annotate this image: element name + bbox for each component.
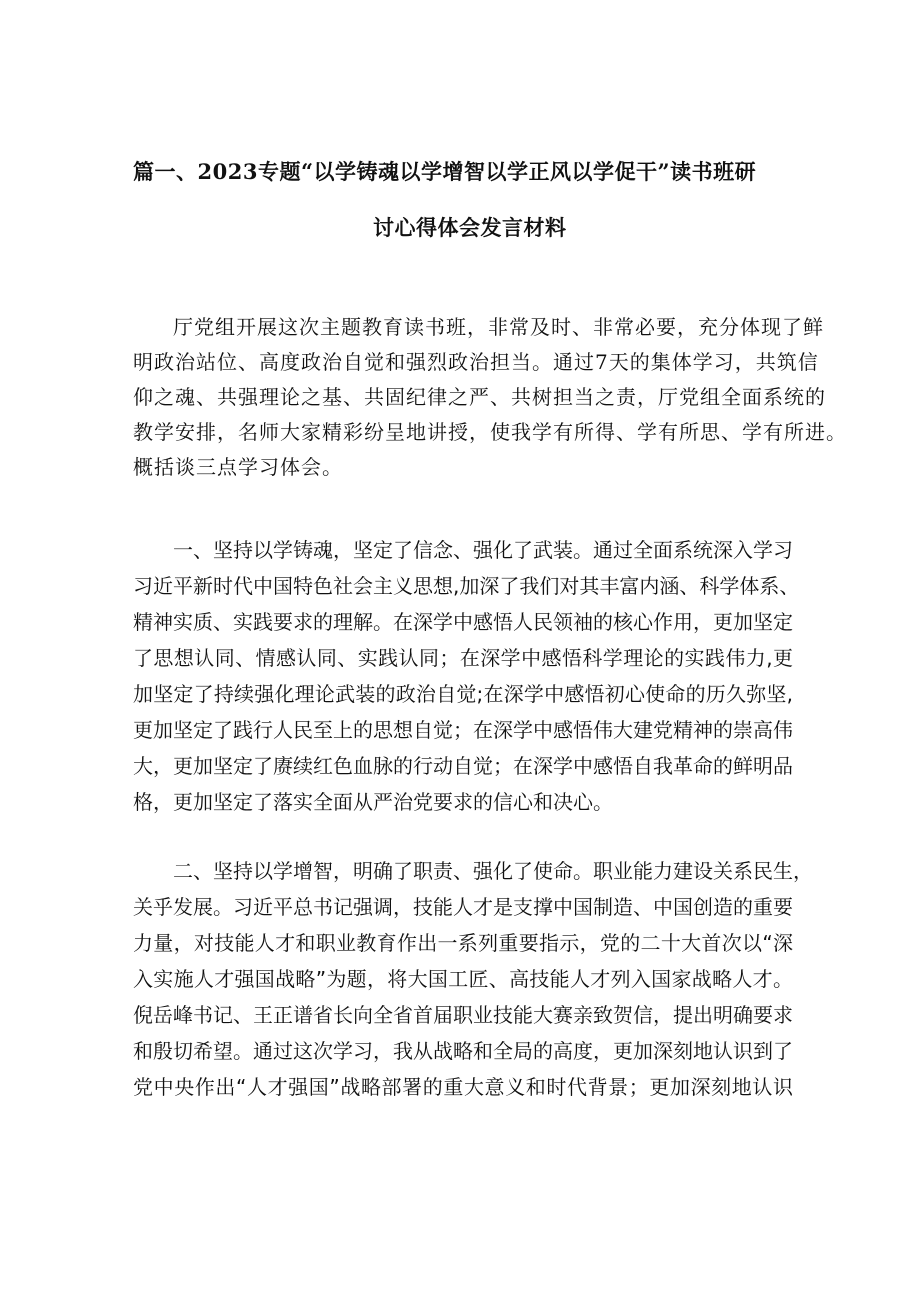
paragraph-line: 党中央作出“人才强国”战略部署的重大意义和时代背景；更加深刻地认识: [133, 1075, 793, 1099]
paragraph-line: 一、坚持以学铸魂，坚定了信念、强化了武装。通过全面系统深入学习: [173, 538, 793, 562]
paragraph-line: 精神实质、实践要求的理解。在深学中感悟人民领袖的核心作用，更加坚定: [133, 610, 793, 634]
paragraph-line: 二、坚持以学增智，明确了职责、强化了使命。职业能力建设关系民生，: [173, 859, 813, 883]
document-title-line-2: 讨心得体会发言材料: [373, 215, 567, 240]
paragraph-line: 了思想认同、情感认同、实践认同；在深学中感悟科学理论的实践伟力,更: [133, 646, 793, 670]
intro-paragraph: [133, 310, 847, 485]
paragraph-line: 仰之魂、共强理论之基、共固纪律之严、共树担当之责，厅党组全面系统的: [133, 385, 826, 409]
paragraph-line: 关乎发展。习近平总书记强调，技能人才是支撑中国制造、中国创造的重要: [133, 895, 793, 919]
paragraph-line: 明政治站位、高度政治自觉和强烈政治担当。通过7天的集体学习，共筑信: [133, 350, 819, 374]
paragraph-line: 厅党组开展这次主题教育读书班，非常及时、非常必要，充分体现了鲜: [173, 315, 824, 339]
paragraph-line: 加坚定了持续强化理论武装的政治自觉;在深学中感悟初心使命的历久弥坚,: [133, 682, 793, 706]
paragraph-line: 大，更加坚定了赓续红色血脉的行动自觉；在深学中感悟自我革命的鲜明品: [133, 754, 793, 778]
paragraph-line: 格，更加坚定了落实全面从严治党要求的信心和决心。: [133, 790, 613, 814]
paragraph-line: 力量，对技能人才和职业教育作出一系列重要指示，党的二十大首次以“深: [133, 931, 793, 955]
paragraph-line: 习近平新时代中国特色社会主义思想,加深了我们对其丰富内涵、科学体系、: [133, 574, 800, 598]
section-two-paragraph: [133, 853, 813, 1105]
document-title-line-1: 篇一、2023专题“以学铸魂以学增智以学正风以学促干”读书班研: [133, 159, 757, 184]
paragraph-line: 倪岳峰书记、王正谱省长向全省首届职业技能大赛亲致贺信，提出明确要求: [133, 1003, 793, 1027]
paragraph-line: 概括谈三点学习体会。: [133, 455, 343, 479]
paragraph-line: 更加坚定了践行人民至上的思想自觉；在深学中感悟伟大建党精神的崇高伟: [133, 718, 793, 742]
paragraph-line: 入实施人才强国战略”为题，将大国工匠、高技能人才列入国家战略人才。: [133, 967, 793, 991]
section-one-paragraph: [133, 532, 800, 820]
paragraph-line: 教学安排，名师大家精彩纷呈地讲授，使我学有所得、学有所思、学有所进。: [133, 420, 847, 444]
paragraph-line: 和殷切希望。通过这次学习，我从战略和全局的高度，更加深刻地认识到了: [133, 1039, 793, 1063]
